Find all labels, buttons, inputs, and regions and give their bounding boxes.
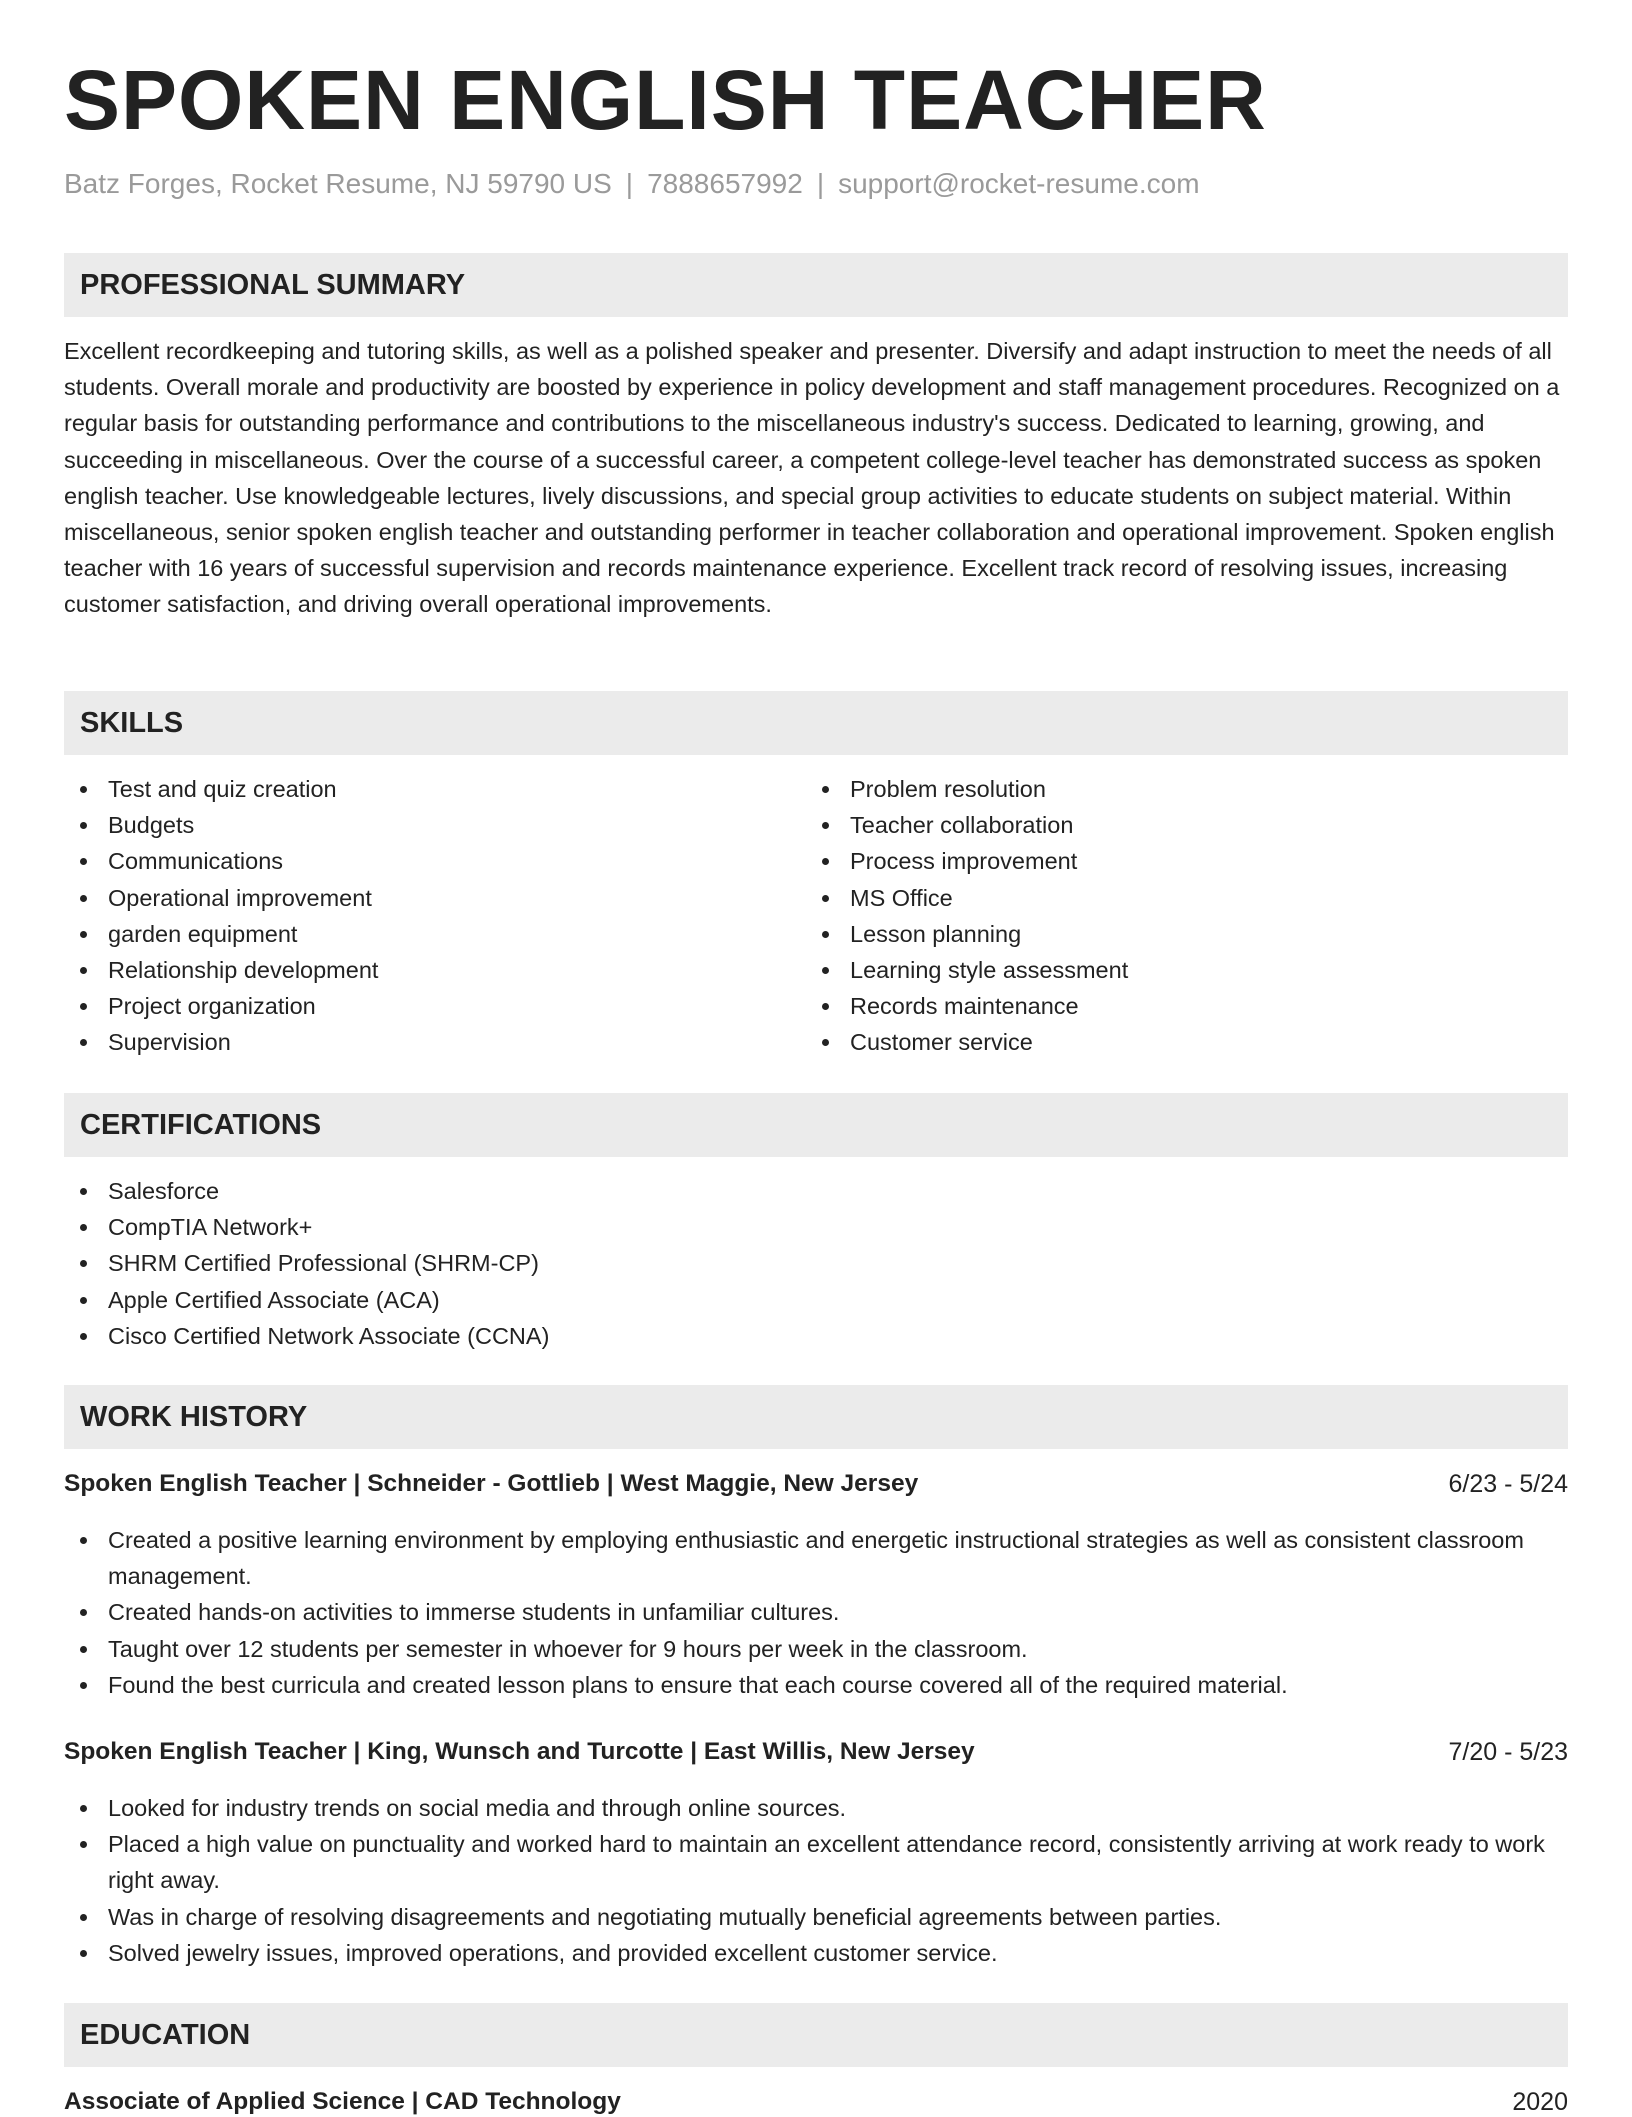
job-title: Spoken English Teacher | Schneider - Gottlieb | West Maggie, New Jersey [64, 1470, 919, 1497]
certification-item: Salesforce [64, 1173, 1568, 1209]
skills-list-left [64, 771, 804, 1061]
job-bullet: Was in charge of resolving disagreements and negotiating mutually beneficial agreements between parties. [64, 1899, 1568, 1935]
job-bullets [64, 1790, 1568, 1971]
education-degree: Associate of Applied Science | CAD Technology [64, 2088, 621, 2115]
certification-item: SHRM Certified Professional (SHRM-CP) [64, 1245, 1568, 1281]
job-dates: 7/20 - 5/23 [1448, 1738, 1568, 1766]
skill-item: Teacher collaboration [806, 807, 1546, 843]
certification-item: Cisco Certified Network Associate (CCNA) [64, 1318, 1568, 1354]
section-heading-education: EDUCATION [64, 2003, 1568, 2067]
section-heading-work-history: WORK HISTORY [64, 1385, 1568, 1449]
skill-item: Lesson planning [806, 916, 1546, 952]
contact-address: Batz Forges, Rocket Resume, NJ 59790 US [64, 168, 612, 199]
section-heading-summary: PROFESSIONAL SUMMARY [64, 253, 1568, 317]
section-heading-skills: SKILLS [64, 691, 1568, 755]
contact-separator: | [816, 168, 825, 199]
skill-item: Relationship development [64, 952, 804, 988]
job-bullets [64, 1522, 1568, 1703]
job-bullet: Taught over 12 students per semester in whoever for 9 hours per week in the classroom. [64, 1631, 1568, 1667]
contact-phone: 7888657992 [647, 168, 803, 199]
skill-item: garden equipment [64, 916, 804, 952]
skill-item: MS Office [806, 880, 1546, 916]
skill-item: Operational improvement [64, 880, 804, 916]
job-dates: 6/23 - 5/24 [1448, 1470, 1568, 1498]
certification-item: Apple Certified Associate (ACA) [64, 1282, 1568, 1318]
skill-item: Budgets [64, 807, 804, 843]
job-bullet: Placed a high value on punctuality and worked hard to maintain an excellent attendance record, consistently arriving at work ready to work right away. [64, 1826, 1568, 1898]
candidate-name: SPOKEN ENGLISH TEACHER [64, 53, 1267, 147]
certifications-list [64, 1173, 1568, 1354]
contact-email: support@rocket-resume.com [838, 168, 1200, 199]
summary-text: Excellent recordkeeping and tutoring skills, as well as a polished speaker and presenter. Diversify and adapt instruction to meet the needs of all students. Overall morale and productivity are boosted by experience in policy development and staff management procedures. Recognized on a regular basis for outstanding performance and contributions to the miscellaneous industry's success. Dedicated to learning, growing, and succeeding in miscellaneous. Over the course of a successful career, a competent college-level teacher has demonstrated success as spoken english teacher. Use knowledgeable lectures, lively discussions, and special group activities to educate students on subject material. Within miscellaneous, senior spoken english teacher and outstanding performer in teacher collaboration and operational improvement. Spoken english teacher with 16 years of successful supervision and records maintenance experience. Excellent track record of resolving issues, increasing customer satisfaction, and driving overall operational improvements. [64, 338, 1560, 618]
education-year: 2020 [1512, 2088, 1568, 2116]
job-bullet: Found the best curricula and created lesson plans to ensure that each course covered all of the required material. [64, 1667, 1568, 1703]
contact-separator: | [625, 168, 634, 199]
skill-item: Process improvement [806, 843, 1546, 879]
skill-item: Test and quiz creation [64, 771, 804, 807]
job-bullet: Looked for industry trends on social media and through online sources. [64, 1790, 1568, 1826]
job-bullet: Solved jewelry issues, improved operations, and provided excellent customer service. [64, 1935, 1568, 1971]
skill-item: Learning style assessment [806, 952, 1546, 988]
skill-item: Project organization [64, 988, 804, 1024]
job-bullet: Created hands-on activities to immerse students in unfamiliar cultures. [64, 1594, 1568, 1630]
job-bullet: Created a positive learning environment by employing enthusiastic and energetic instructional strategies as well as consistent classroom management. [64, 1522, 1568, 1594]
skill-item: Records maintenance [806, 988, 1546, 1024]
certification-item: CompTIA Network+ [64, 1209, 1568, 1245]
skill-item: Problem resolution [806, 771, 1546, 807]
skill-item: Communications [64, 843, 804, 879]
job-title: Spoken English Teacher | King, Wunsch and Turcotte | East Willis, New Jersey [64, 1738, 975, 1765]
section-heading-certifications: CERTIFICATIONS [64, 1093, 1568, 1157]
skills-list-right [806, 771, 1546, 1061]
contact-line [64, 168, 1200, 200]
skill-item: Customer service [806, 1024, 1546, 1060]
skill-item: Supervision [64, 1024, 804, 1060]
